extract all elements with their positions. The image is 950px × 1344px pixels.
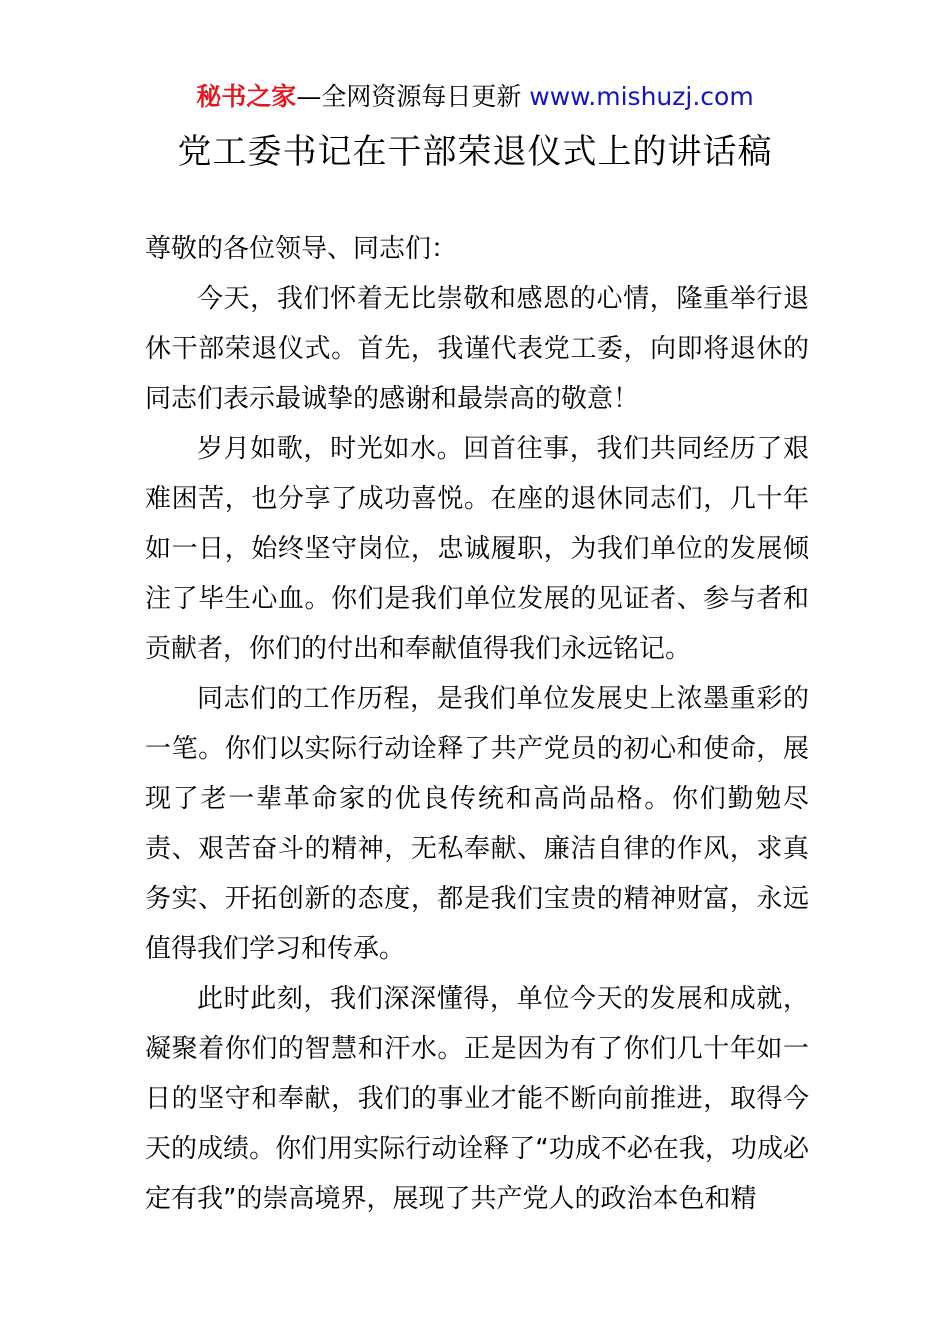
paragraph-3: 同志们的工作历程，是我们单位发展史上浓墨重彩的一笔。你们以实际行动诠释了共产党员的初心和使命，展现了老一辈革命家的优良传统和高尚品格。你们勤勉尽责、艰苦奋斗的精神，无私奉献、廉洁自律的作风，求真务实、开拓创新的态度，都是我们宝贵的精神财富，永远值得我们学习和传承。 xyxy=(145,684,809,964)
site-brand: 秘书之家 xyxy=(196,82,297,111)
document-title: 党工委书记在干部荣退仪式上的讲话稿 xyxy=(177,132,773,172)
site-tagline: —全网资源每日更新 xyxy=(296,82,530,111)
site-header xyxy=(0,80,950,114)
salutation: 尊敬的各位领导、同志们： xyxy=(145,234,458,264)
paragraph-4: 此时此刻，我们深深懂得，单位今天的发展和成就，凝聚着你们的智慧和汗水。正是因为有了你们几十年如一日的坚守和奉献，我们的事业才能不断向前推进，取得今天的成绩。你们用实际行动诠释了“功成不必在我，功成必定有我”的崇高境界，展现了共产党人的政治本色和精 xyxy=(145,984,809,1214)
paragraph-2: 岁月如歌，时光如水。回首往事，我们共同经历了艰难困苦，也分享了成功喜悦。在座的退休同志们，几十年如一日，始终坚守岗位，忠诚履职，为我们单位的发展倾注了毕生心血。你们是我们单位发展的见证者、参与者和贡献者，你们的付出和奉献值得我们永远铭记。 xyxy=(145,434,809,664)
document-body xyxy=(145,224,809,1224)
paragraph-1: 今天，我们怀着无比崇敬和感恩的心情，隆重举行退休干部荣退仪式。首先，我谨代表党工委，向即将退休的同志们表示最诚挚的感谢和最崇高的敬意！ xyxy=(145,284,809,414)
site-url-link[interactable]: www.mishuzj.com xyxy=(529,82,754,111)
